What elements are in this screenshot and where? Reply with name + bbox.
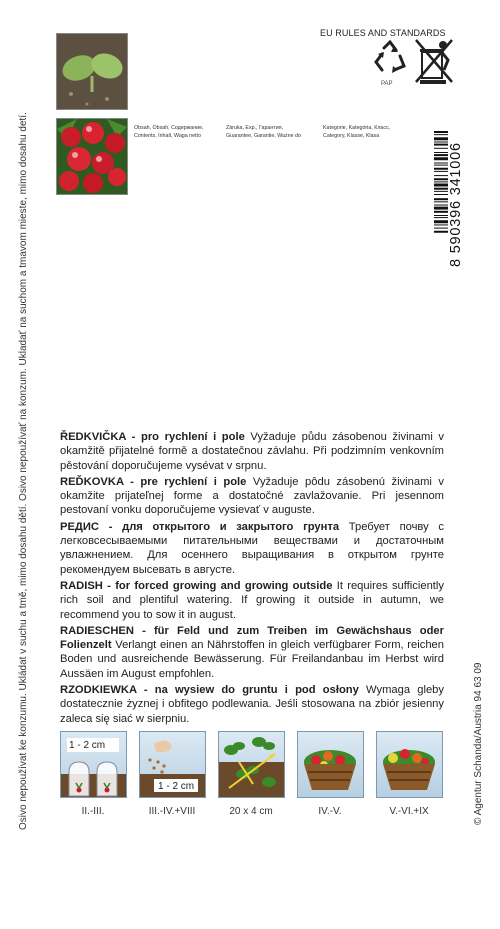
tile-label-4: IV.-V.: [318, 806, 342, 817]
description-sk: [60, 475, 444, 518]
description-text: Verlangt einen an Nährstoffen in gleich verfügbarer Form, reichen Boden und ausreichende Bewässerung. Für Freilandanbau im Herbst wird Aussäen im August empfohlen.: [60, 639, 444, 680]
description-title: RADIESCHEN - für Feld und zum Treiben im Gewächshaus oder Folienzelt: [60, 624, 444, 652]
side-warning-label: Osivo nepoužívat ke konzumu. Ukládat v suchu a tmě, mimo dosahu dětí. Osivo nepoužívať na konzum. Ukladať na suchom a tmavom mieste, mimo dosahu detí.: [18, 112, 29, 830]
tile-sowing-seeds: [139, 731, 206, 798]
barcode-number-text: 8 590396 341006: [448, 142, 464, 267]
category-column: [323, 124, 390, 140]
description-cz: [60, 430, 444, 473]
description-text: Wymaga gleby dostatecznie żyznej i obfitego podlewania. Jeśli stosowana na zbiór jesienny zaleca się siać w sierpniu.: [60, 684, 444, 725]
tile-label-3: 20 x 4 cm: [229, 806, 273, 817]
description-title: RADISH - for forced growing and growing outside: [60, 579, 333, 592]
pap-label: PAP: [381, 81, 393, 87]
tile-harvest-basket-2: [376, 731, 443, 798]
guarantee-line-1: Záruka, Exp., Гарантия,: [226, 125, 284, 131]
tile-label-2: III.-IV.+VIII: [148, 806, 196, 817]
side-warning-text: [18, 70, 38, 830]
description-pl: [60, 683, 444, 726]
description-ru: [60, 520, 444, 577]
description-title: ŘEDKVIČKA - pro rychlení i pole: [60, 431, 245, 443]
waste-bin-icon: [414, 38, 454, 86]
seedling-photo: [56, 33, 128, 110]
contents-column: [134, 124, 204, 140]
guarantee-column: [226, 124, 301, 140]
tile-spacing: [218, 731, 285, 798]
tile-depth-label: 1 - 2 cm: [69, 740, 106, 751]
tile-depth-label: 1 - 2 cm: [158, 781, 195, 792]
contents-line-1: Obsah, Obsah, Содержание,: [134, 125, 204, 131]
description-text: Vyžaduje půdu zásobenou živinami v okamžitě přijatelné formě a dostatečnou závlahu. Při podzimním venkovním pěstování doporučujeme vysévat v srpnu.: [60, 431, 445, 472]
descriptions: [60, 430, 444, 728]
description-title: REĎKOVKA - pre rychlení i pole: [60, 475, 247, 488]
description-text: It requires sufficiently rich soil and plentiful watering. If growing it outside in autumn, we recommend you to sow it in august.: [60, 579, 444, 621]
barcode-number: [448, 127, 464, 267]
tile-label-5: V.-VI.+IX: [389, 806, 429, 817]
description-title: РЕДИС - для открытого и закрытого грунта: [60, 520, 340, 533]
recycle-icon: [372, 40, 408, 80]
description-de: [60, 624, 444, 681]
category-line-2: Category, Klasse, Klasa: [323, 133, 380, 139]
contents-line-2: Contents, Inhalt, Waga netto: [134, 133, 201, 139]
copyright-text: [473, 595, 485, 825]
copyright-label: © Agentur Schanda/Austria 94 63 09: [473, 662, 484, 825]
tile-harvest-basket-1: [297, 731, 364, 798]
description-text: Требует почву с легковсесываемыми питательными веществами и достаточным увлажнением. Для осеннего выращивания в открытом грунте рекомендуем высевать в августе.: [60, 520, 444, 576]
category-line-1: Kategorie, Kategória, Класс,: [323, 125, 391, 131]
radish-photo: [56, 118, 128, 195]
description-en: [60, 579, 444, 622]
tile-sowing-under-cover: [60, 731, 127, 798]
description-title: RZODKIEWKA - na wysiew do gruntu i pod osłony: [60, 684, 359, 697]
guarantee-line-2: Guarantee, Garantie, Ważne do: [226, 133, 301, 139]
eu-rules-title: EU RULES AND STANDARDS: [320, 28, 446, 38]
description-text: Vyžaduje pôdu zásobenú živinami v okamžite prijateľnej forme a dostatočné zavlažovanie. Pri jesennom pestovaní vonku doporučujeme vysievať v auguste.: [60, 475, 445, 517]
sowing-instructions: [60, 731, 445, 801]
tile-label-1: II.-III.: [81, 806, 105, 817]
